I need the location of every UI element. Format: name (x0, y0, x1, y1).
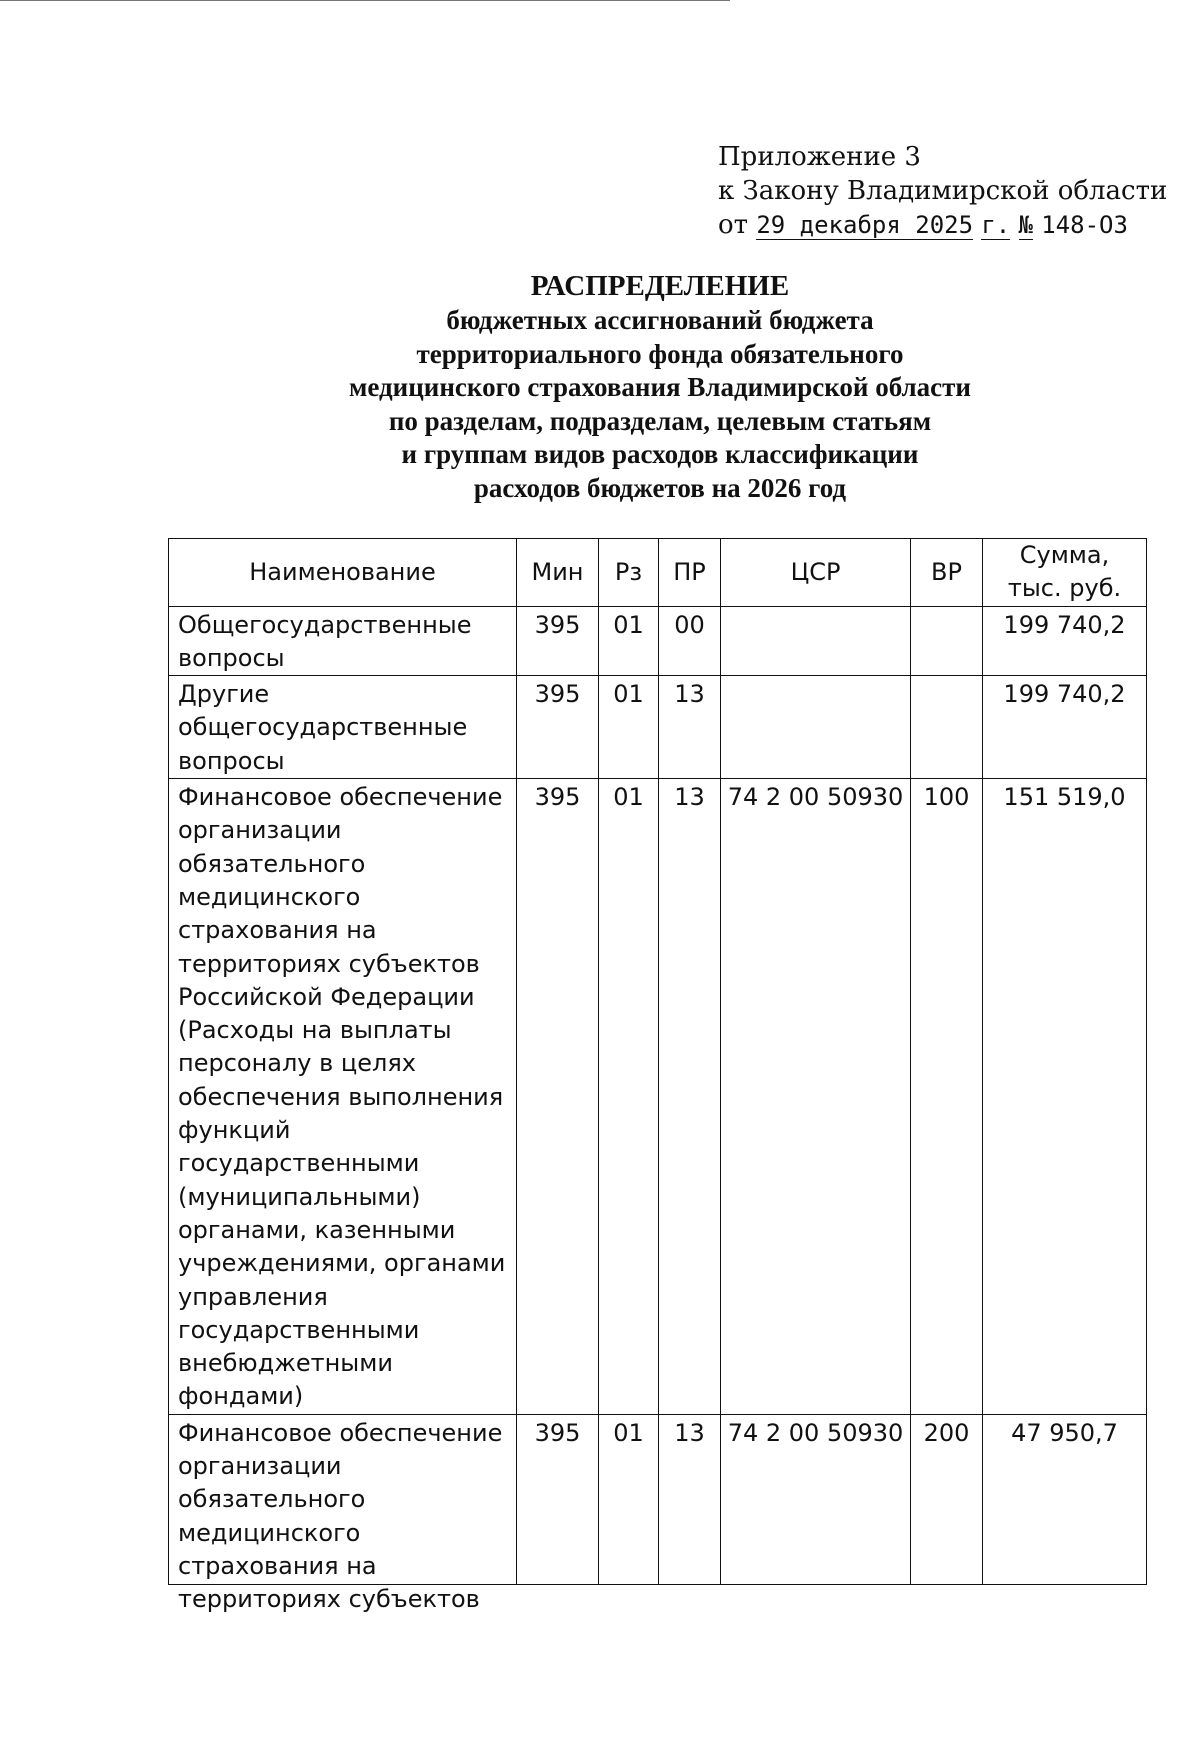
table-row (169, 676, 1147, 779)
heading-line: территориального фонда обязательного (416, 338, 904, 369)
cell-rz: 01 (599, 676, 659, 779)
table-row (169, 1414, 1147, 1584)
header-sum-line: Сумма, (1019, 541, 1110, 569)
header-csr: ЦСР (721, 539, 911, 607)
table-row (169, 606, 1147, 676)
cell-name: Финансовое обеспечение организации обязательного медицинского страхования на территориях субъектов Российской Федерации (Расходы на выплаты персоналу в целях обеспечения выполнения функций государственными (муниципальными) органами, казенными учреждениями, органами управления государственными внебюджетными фондами) (169, 779, 517, 1415)
cell-sum: 199 740,2 (983, 606, 1147, 676)
annex-number-sign: № (1018, 211, 1033, 239)
heading-line: по разделам, подразделам, целевым статьям (388, 405, 932, 436)
cell-name: Другие общегосударственные вопросы (169, 676, 517, 779)
cell-csr (721, 676, 911, 779)
heading-line: медицинского страхования Владимирской области (349, 372, 971, 402)
cell-vr: 200 (911, 1414, 983, 1584)
header-rz: Рз (599, 539, 659, 607)
cell-pr: 00 (659, 606, 721, 676)
header-name: Наименование (169, 539, 517, 607)
header-pr: ПР (659, 539, 721, 607)
heading-line: расходов бюджетов на 2026 год (473, 472, 847, 503)
cell-rz: 01 (599, 779, 659, 1415)
cell-csr: 74 2 00 50930 (721, 779, 911, 1415)
cell-pr: 13 (659, 1414, 721, 1584)
table-row (169, 779, 1147, 1415)
cell-sum: 151 519,0 (983, 779, 1147, 1415)
table-header-row (169, 539, 1147, 607)
heading-line: бюджетных ассигнований бюджета (446, 305, 874, 335)
header-sum-unit: тыс. руб. (1007, 574, 1122, 603)
annex-date-line (718, 208, 1167, 242)
document-heading (170, 268, 1150, 505)
scan-edge-line (0, 0, 730, 1)
annex-block (718, 140, 1167, 242)
cell-vr: 100 (911, 779, 983, 1415)
annex-year-suffix: г. (981, 211, 1011, 239)
annex-date: 29 декабря 2025 (756, 211, 974, 239)
cell-name: Общегосударственные вопросы (169, 606, 517, 676)
header-sum (983, 539, 1147, 607)
cell-vr (911, 606, 983, 676)
cell-min: 395 (517, 1414, 599, 1584)
cell-sum: 47 950,7 (983, 1414, 1147, 1584)
annex-number: 148-ОЗ (1041, 211, 1128, 239)
annex-date-prefix: от (718, 210, 749, 240)
annex-law-reference: к Закону Владимирской области (718, 176, 1168, 206)
cell-pr: 13 (659, 676, 721, 779)
cell-csr (721, 606, 911, 676)
header-vr: ВР (911, 539, 983, 607)
cell-name: Финансовое обеспечение организации обязательного медицинского страхования на территориях субъектов (178, 1418, 503, 1614)
cell-min: 395 (517, 779, 599, 1415)
heading-title: РАСПРЕДЕЛЕНИЕ (530, 270, 790, 302)
cell-vr (911, 676, 983, 779)
cell-csr: 74 2 00 50930 (721, 1414, 911, 1584)
header-min: Мин (517, 539, 599, 607)
cell-sum: 199 740,2 (983, 676, 1147, 779)
cell-name-wrap (169, 1414, 517, 1614)
cell-min: 395 (517, 606, 599, 676)
cell-pr: 13 (659, 779, 721, 1415)
cell-min: 395 (517, 676, 599, 779)
budget-table (168, 538, 1147, 1614)
cell-rz: 01 (599, 1414, 659, 1584)
heading-line: и группам видов расходов классификации (401, 439, 919, 469)
cell-rz: 01 (599, 606, 659, 676)
annex-title: Приложение 3 (718, 142, 921, 172)
